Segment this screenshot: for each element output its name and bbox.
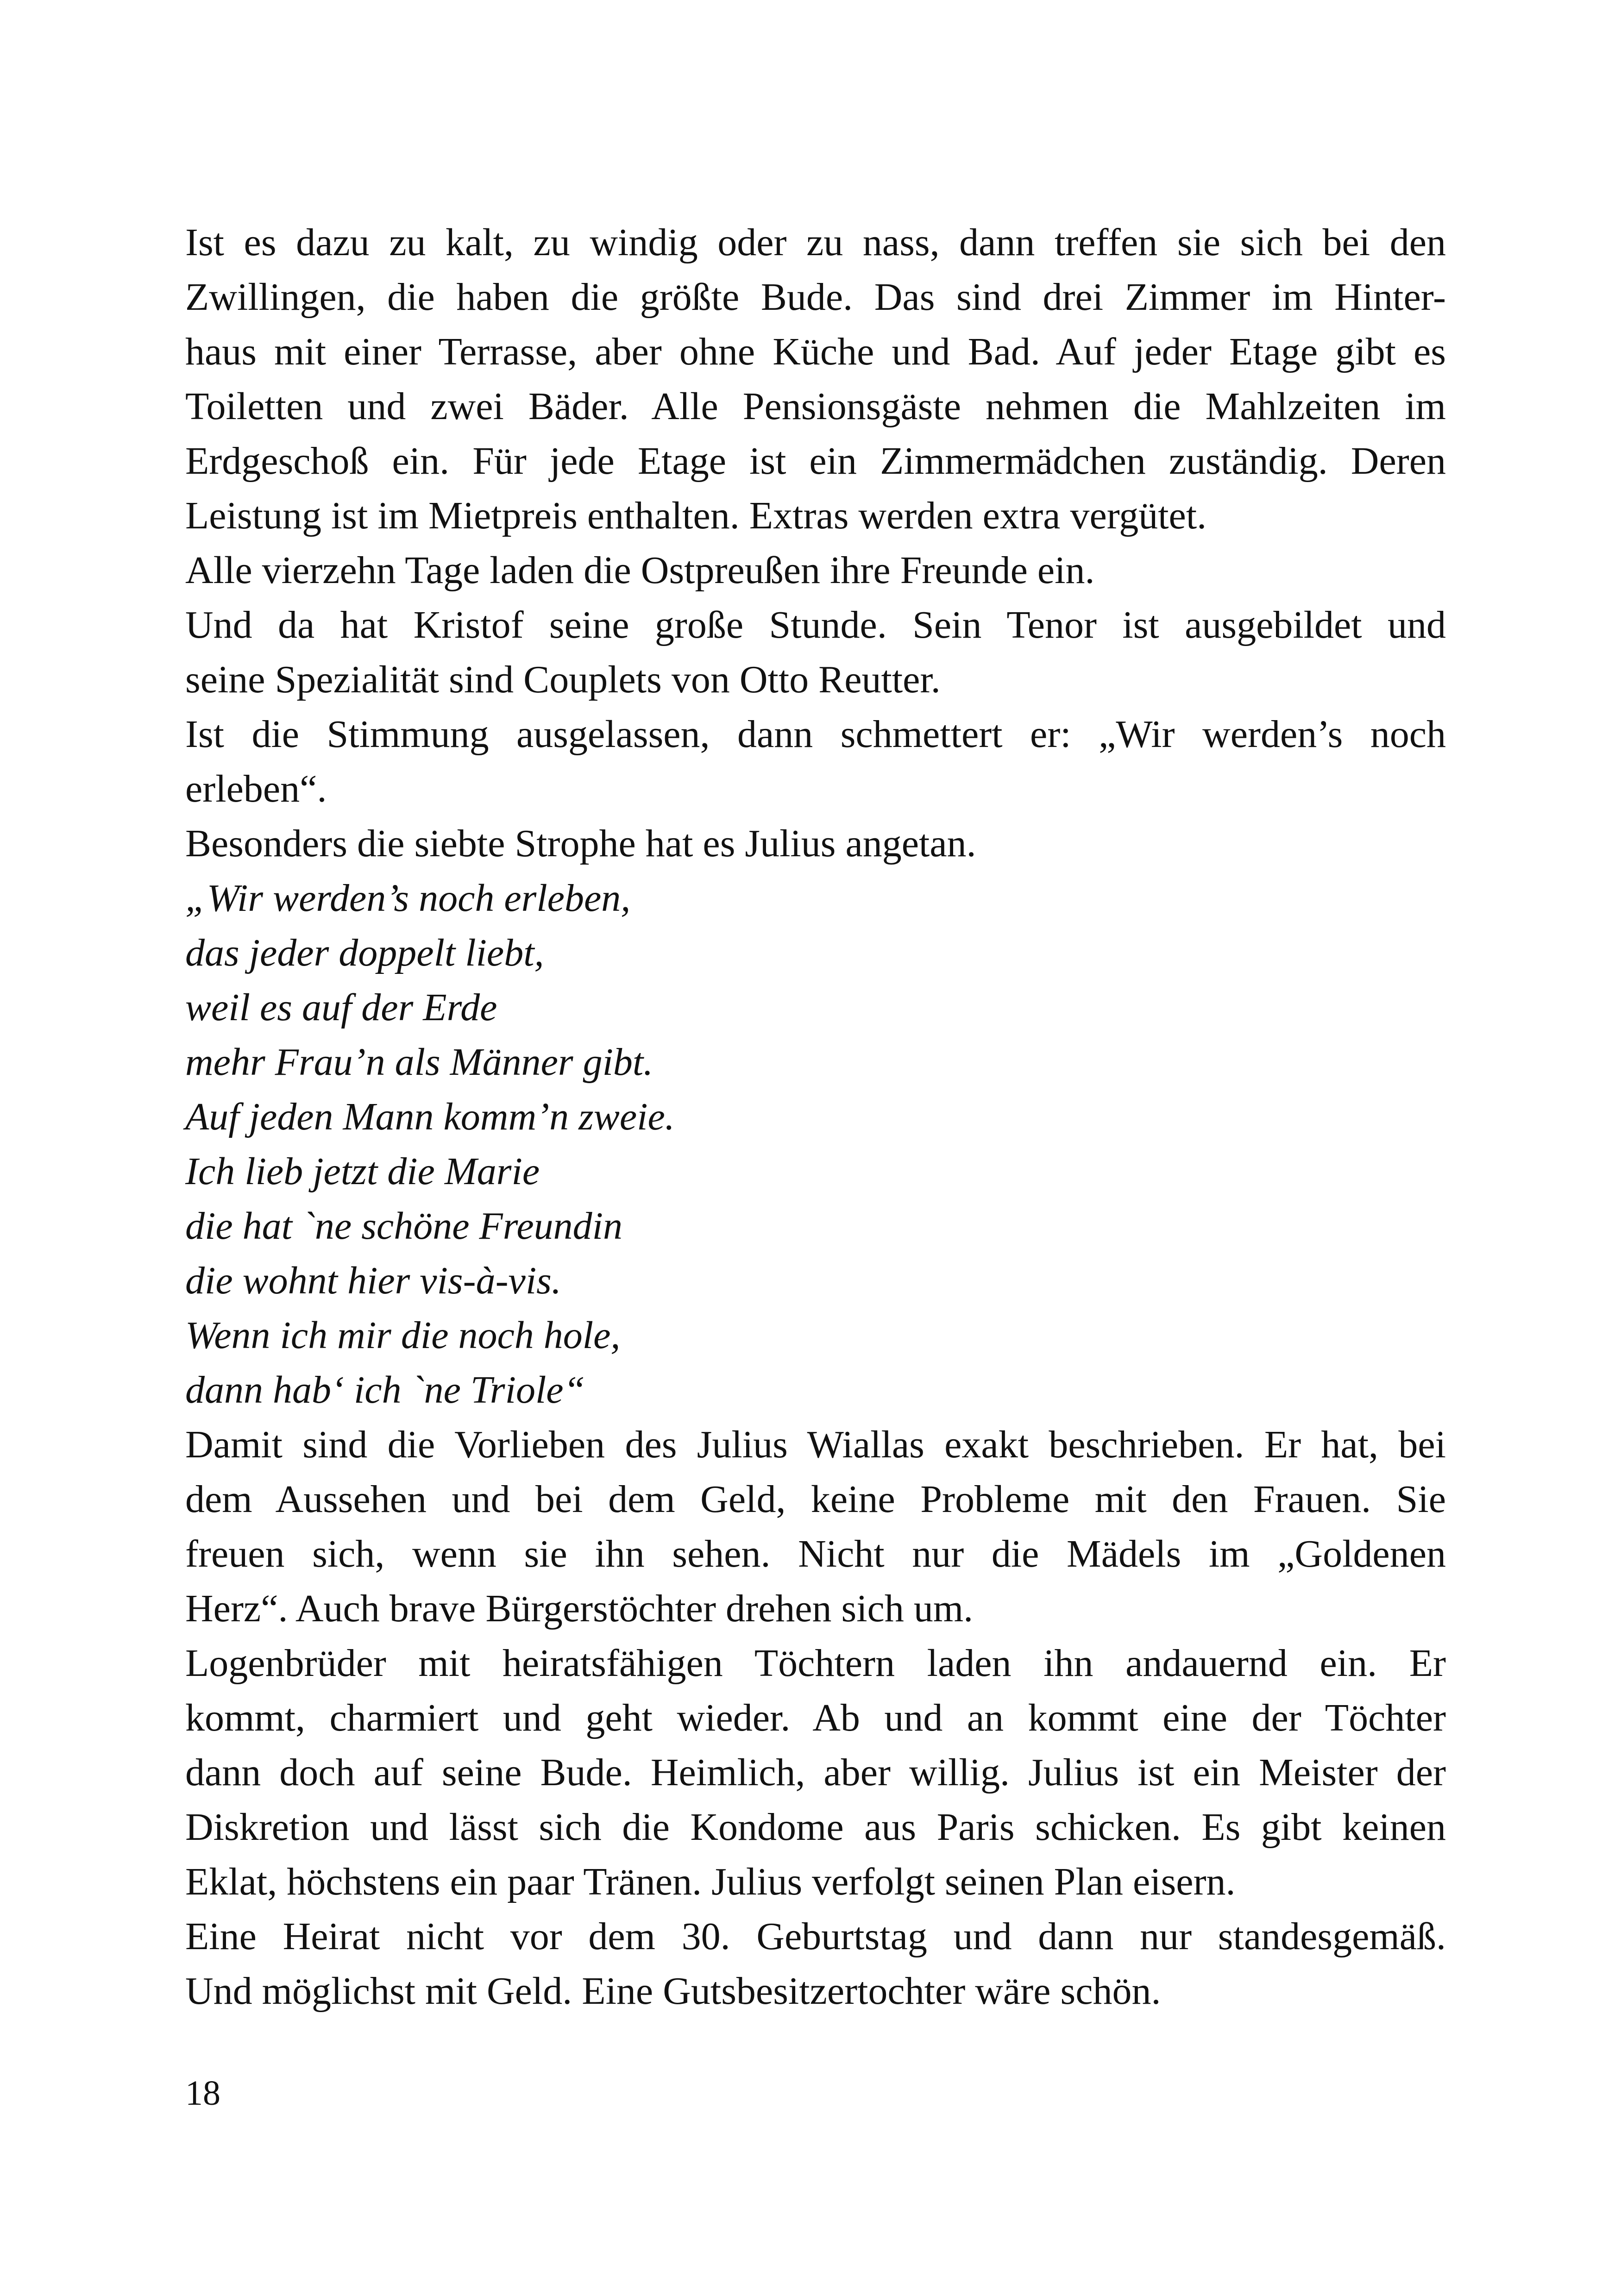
text-line: kommt, charmiert und geht wieder. Ab und an kommt eine der Töchter (185, 1696, 1446, 1739)
text-line: Leistung ist im Mietpreis enthalten. Extras werden extra vergütet. (185, 494, 1207, 537)
page-number: 18 (185, 2074, 220, 2113)
verse-line: Wenn ich mir die noch hole, (185, 1314, 621, 1357)
verse-line: die wohnt hier vis-à-vis. (185, 1259, 561, 1302)
text-line: haus mit einer Terrasse, aber ohne Küche und Bad. Auf jeder Etage gibt es (185, 330, 1446, 373)
text-line: freuen sich, wenn sie ihn sehen. Nicht nur die Mädels im „Goldenen (185, 1532, 1446, 1575)
text-line: Besonders die siebte Strophe hat es Julius angetan. (185, 822, 976, 865)
text-line: Zwillingen, die haben die größte Bude. Das sind drei Zimmer im Hinter- (185, 276, 1446, 319)
text-line: dann doch auf seine Bude. Heimlich, aber willig. Julius ist ein Meister der (185, 1751, 1446, 1794)
verse-line: Ich lieb jetzt die Marie (185, 1150, 540, 1193)
verse-line: Auf jeden Mann komm’n zweie. (185, 1095, 675, 1138)
text-line: Erdgeschoß ein. Für jede Etage ist ein Zimmermädchen zuständig. Deren (185, 439, 1446, 483)
text-line: seine Spezialität sind Couplets von Otto Reutter. (185, 658, 941, 701)
text-line: Logenbrüder mit heiratsfähigen Töchtern laden ihn andauernd ein. Er (185, 1642, 1446, 1685)
verse-line: die hat `ne schöne Freundin (185, 1204, 622, 1248)
text-line: Und möglichst mit Geld. Eine Gutsbesitzertochter wäre schön. (185, 1970, 1161, 2013)
verse-line: mehr Frau’n als Männer gibt. (185, 1041, 653, 1084)
text-line: Und da hat Kristof seine große Stunde. Sein Tenor ist ausgebildet und (185, 603, 1446, 646)
text-line: dem Aussehen und bei dem Geld, keine Probleme mit den Frauen. Sie (185, 1478, 1446, 1521)
text-line: Damit sind die Vorlieben des Julius Wiallas exakt beschrieben. Er hat, bei (185, 1423, 1446, 1466)
text-line: erleben“. (185, 767, 327, 810)
verse-line: weil es auf der Erde (185, 986, 497, 1029)
text-line: Toiletten und zwei Bäder. Alle Pensionsgäste nehmen die Mahlzeiten im (185, 385, 1446, 428)
text-line: Eine Heirat nicht vor dem 30. Geburtstag und dann nur standesgemäß. (185, 1915, 1446, 1958)
text-line: Eklat, höchstens ein paar Tränen. Julius verfolgt seinen Plan eisern. (185, 1860, 1236, 1903)
text-line: Diskretion und lässt sich die Kondome aus Paris schicken. Es gibt keinen (185, 1806, 1446, 1849)
text-line: Ist die Stimmung ausgelassen, dann schmettert er: „Wir werden’s noch (185, 713, 1446, 756)
verse-line: dann hab‘ ich `ne Triole“ (185, 1368, 585, 1411)
text-line: Alle vierzehn Tage laden die Ostpreußen ihre Freunde ein. (185, 549, 1095, 592)
verse-line: „Wir werden’s noch erleben, (185, 877, 631, 920)
verse-line: das jeder doppelt liebt, (185, 931, 544, 974)
text-line: Ist es dazu zu kalt, zu windig oder zu nass, dann treffen sie sich bei den (185, 221, 1446, 264)
text-line: Herz“. Auch brave Bürgerstöchter drehen sich um. (185, 1587, 974, 1630)
